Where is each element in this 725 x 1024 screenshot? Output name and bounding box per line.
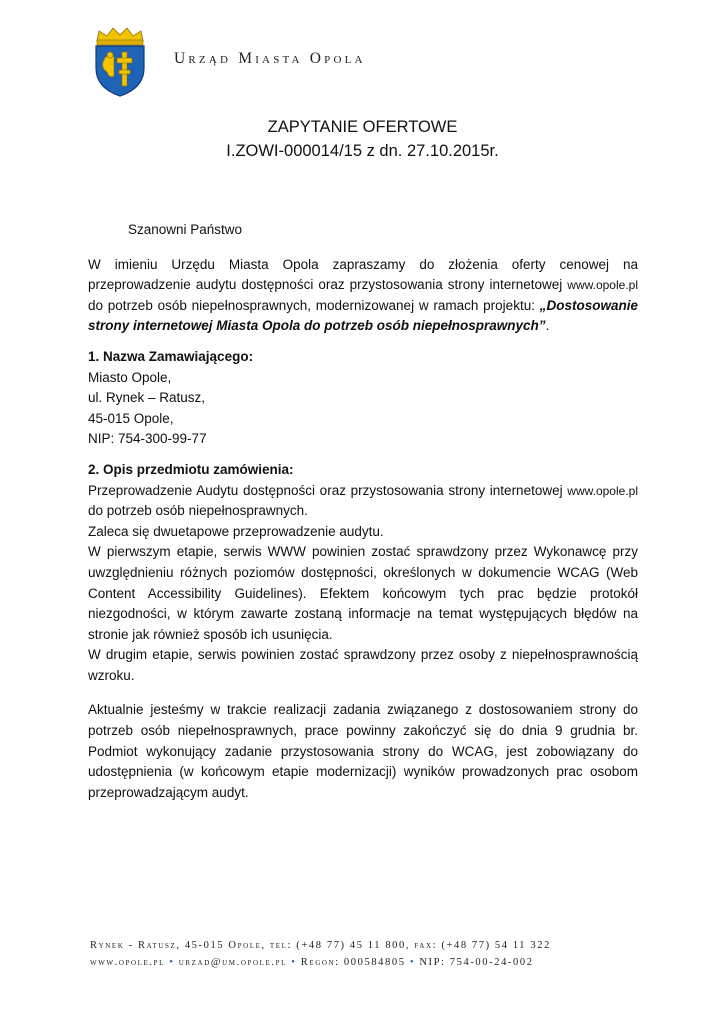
office-name: Urząd Miasta Opola (174, 50, 366, 67)
section-2-paragraph-4: W drugim etapie, serwis powinien zostać sprawdzony przez osoby z niepełnosprawnością wzroku. (88, 647, 638, 683)
section-2-url: www.opole.pl (567, 483, 638, 498)
address-line: Miasto Opole, (88, 369, 172, 385)
intro-url: www.opole.pl (567, 278, 638, 293)
section-1-heading: 1. Nazwa Zamawiającego: (88, 348, 254, 364)
section-2-heading: 2. Opis przedmiotu zamówienia: (88, 461, 294, 477)
address-line: 45-015 Opole, (88, 410, 174, 426)
project-name: „Dostosowanie strony internetowej Miasta Opola do potrzeb osób niepełnosprawnych” (88, 297, 638, 334)
letter-body (88, 220, 638, 803)
footer-nip: NIP: 754-00-24-002 (419, 957, 534, 968)
document-title (0, 115, 725, 163)
footer-contacts (90, 954, 650, 971)
footer-separator: • (291, 957, 297, 968)
footer-email: urzad@um.opole.pl (178, 957, 287, 968)
greeting: Szanowni Państwo (128, 222, 243, 237)
section-2-paragraph-3: W pierwszym etapie, serwis WWW powinien zostać sprawdzony przez Wykonawcę przy uwzględnieniu różnych poziomów dostępności, określonych w dokumencie WCAG (Web Content Accessibility Guidelines). Efektem końcowym tych prac będzie protokół niezgodności, w którym zawarte zostaną informacje na temat występujących błędów na stronie jak również sposób ich usunięcia. (88, 544, 638, 642)
footer-address: Rynek - Ratusz, 45-015 Opole, tel: (+48 77) 45 11 800, fax: (+48 77) 54 11 322 (90, 940, 551, 951)
footer (90, 937, 650, 971)
section-2-paragraph-1 (88, 481, 638, 522)
footer-website: www.opole.pl (90, 957, 165, 968)
footer-separator: • (409, 957, 416, 968)
section-2-text-a: Przeprowadzenie Audytu dostępności oraz przystosowania strony internetowej (88, 482, 568, 498)
intro-text-c: . (545, 318, 550, 334)
intro-text-b: do potrzeb osób niepełnosprawnych, modernizowanej w ramach projektu: (88, 297, 540, 313)
intro-paragraph (88, 255, 638, 337)
closing-paragraph: Aktualnie jesteśmy w trakcie realizacji zadania związanego z dostosowaniem strony do potrzeb osób niepełnosprawnych, prace powinny zakończyć się do dnia 9 grudnia br. Podmiot wykonujący zadanie przystosowania strony do WCAG, jest zobowiązany do udostępnienia (w końcowym etapie modernizacji) wyników prowadzonych prac osobom przeprowadzającym audyt. (88, 702, 638, 800)
address-line: NIP: 754-300-99-77 (88, 431, 207, 447)
footer-regon: Regon: 000584805 (300, 957, 406, 968)
address-line: ul. Rynek – Ratusz, (88, 390, 206, 406)
opole-coat-of-arms-icon (91, 26, 149, 98)
title-line-2: I.ZOWI-000014/15 z dn. 27.10.2015r. (226, 142, 499, 160)
title-line-1: ZAPYTANIE OFERTOWE (267, 118, 458, 136)
intro-text-a: W imieniu Urzędu Miasta Opola zapraszamy do złożenia oferty cenowej na przeprowadzenie audytu dostępności oraz przystosowania strony internetowej (88, 256, 638, 293)
section-2-text-b: do potrzeb osób niepełnosprawnych. (88, 503, 308, 519)
footer-separator: • (169, 957, 175, 968)
section-2-paragraph-2: Zaleca się dwuetapowe przeprowadzenie audytu. (88, 523, 384, 539)
